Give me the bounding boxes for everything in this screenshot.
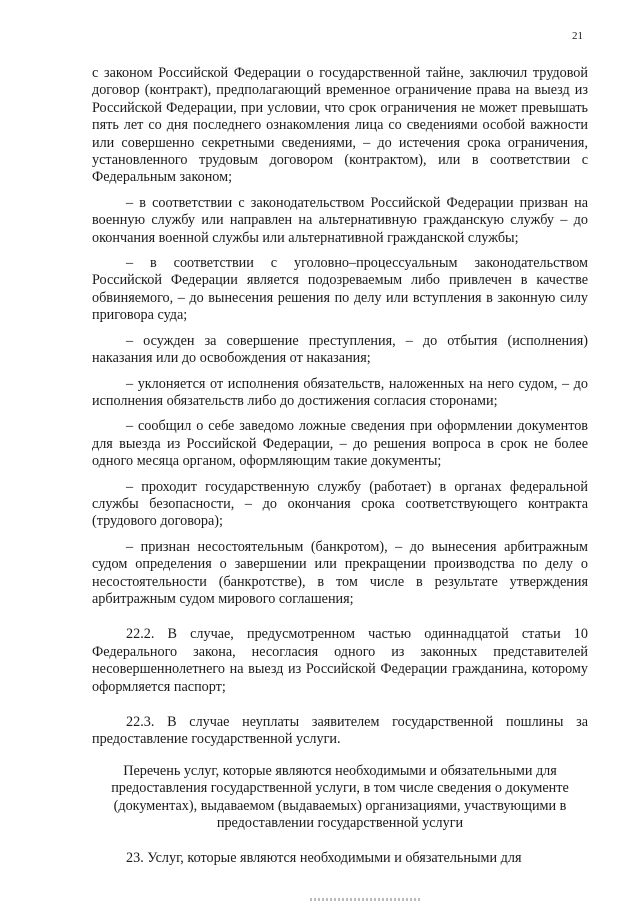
paragraph-military-service: – в соответствии с законодательством Российской Федерации призван на военную службу или направлен на альтернативную гражданскую службу – до окончания военной службы или альтернативной гражданской службы;: [92, 194, 588, 246]
page-number: 21: [572, 30, 583, 42]
paragraph-22-2: 22.2. В случае, предусмотренном частью одиннадцатой статьи 10 Федерального закона, несогласия одного из законных представителей несовершеннолетнего на выезд из Российской Федерации гражданина, которому оформляется паспорт;: [92, 626, 588, 695]
paragraph-false-info: – сообщил о себе заведомо ложные сведения при оформлении документов для выезда из Российской Федерации, – до решения вопроса в срок не более одного месяца органом, оформляющим такие документы;: [92, 418, 588, 470]
document-body: [92, 65, 588, 868]
paragraph-court-obligations: – уклоняется от исполнения обязательств, наложенных на него судом, – до исполнения обязательств либо до достижения согласия сторонами;: [92, 375, 588, 409]
paragraph-22-3: 22.3. В случае неуплаты заявителем государственной пошлины за предоставление государственной услуги.: [92, 714, 588, 748]
scan-artifact: [310, 898, 420, 901]
section-heading: Перечень услуг, которые являются необходимыми и обязательными для предоставления государственной услуги, в том числе сведения о документе (документах), выдаваемом (выдаваемых) организациями, участвующими в предоставлении государственной услуги: [111, 762, 569, 832]
paragraph-security-service: – проходит государственную службу (работает) в органах федеральной службы безопасности, – до окончания срока соответствующего контракта (трудового договора);: [92, 478, 588, 530]
paragraph-continuation: с законом Российской Федерации о государственной тайне, заключил трудовой договор (контракт), предполагающий временное ограничение права на выезд из Российской Федерации, при условии, что срок ограничения не может превышать пять лет со дня последнего ознакомления лица со сведениями особой важности или совершенно секретными сведениями, – до истечения срока ограничения, установленного трудовым договором (контрактом), или в соответствии с Федеральным законом;: [92, 65, 588, 186]
paragraph-23: 23. Услуг, которые являются необходимыми и обязательными для: [126, 850, 522, 867]
paragraph-bankrupt: – признан несостоятельным (банкротом), – до вынесения арбитражным судом определения о завершении или прекращении производства по делу о несостоятельности (банкротстве), в том числе в результате утверждения арбитражным судом мирового соглашения;: [92, 538, 588, 607]
paragraph-convicted: – осужден за совершение преступления, – до отбытия (исполнения) наказания или до освобождения от наказания;: [92, 332, 588, 367]
paragraph-criminal-suspect: – в соответствии с уголовно–процессуальным законодательством Российской Федерации является подозреваемым либо привлечен в качестве обвиняемого, – до вынесения решения по делу или вступления в законную силу приговора суда;: [92, 255, 588, 324]
